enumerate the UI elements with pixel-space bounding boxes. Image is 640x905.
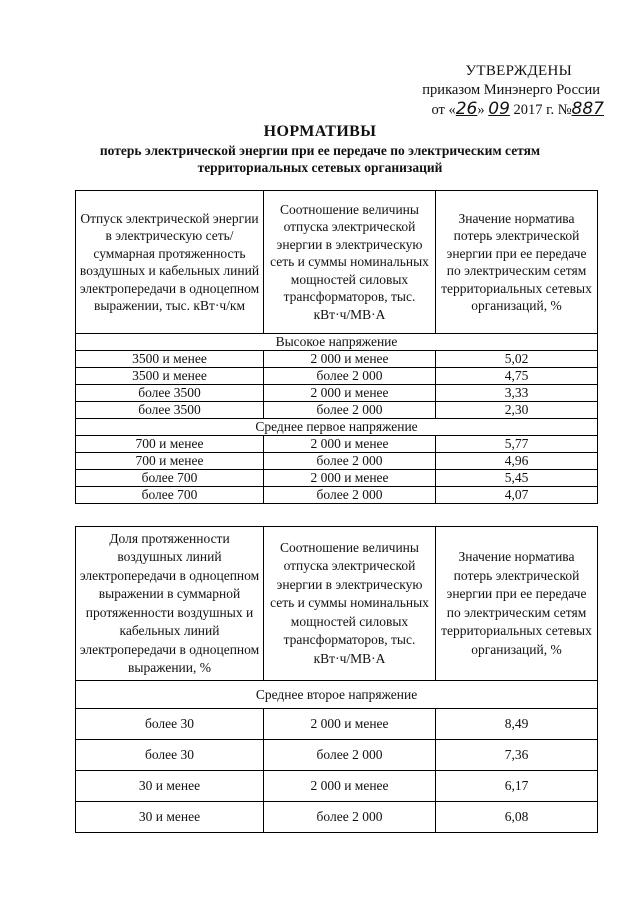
- section-title: Высокое напряжение: [76, 334, 598, 351]
- section-title: Среднее второе напряжение: [76, 681, 598, 709]
- table-header-row: [76, 191, 598, 334]
- section-title: Среднее первое напряжение: [76, 419, 598, 436]
- table-cell: более 2 000: [264, 487, 436, 504]
- table-cell: 4,96: [436, 453, 598, 470]
- document-heading: [0, 122, 640, 176]
- table-cell: 6,08: [436, 802, 598, 833]
- column-header: Значение норматива потерь электрической энергии при ее передаче по электрическим сетям территориальных сетевых организаций, %: [436, 191, 598, 334]
- column-header: Значение норматива потерь электрической энергии при ее передаче по электрическим сетям территориальных сетевых организаций, %: [436, 527, 598, 681]
- table-header-row: [76, 527, 598, 681]
- table-row: [76, 351, 598, 368]
- table-cell: более 3500: [76, 402, 264, 419]
- table-cell: более 30: [76, 740, 264, 771]
- table-cell: 2 000 и менее: [264, 385, 436, 402]
- column-header: Отпуск электрической энергии в электрическую сеть/суммарная протяженность воздушных и кабельных линий электропередачи в одноцепном выражении, тыс. кВт·ч/км: [76, 191, 264, 334]
- section-row: [76, 334, 598, 351]
- table-row: [76, 487, 598, 504]
- table-row: [76, 740, 598, 771]
- table-cell: 5,77: [436, 436, 598, 453]
- table-cell: 2 000 и менее: [264, 470, 436, 487]
- table-cell: 2 000 и менее: [264, 436, 436, 453]
- approval-year: 2017 г. №: [513, 102, 572, 118]
- table-cell: 3500 и менее: [76, 368, 264, 385]
- table-cell: более 2 000: [264, 453, 436, 470]
- table-cell: более 700: [76, 487, 264, 504]
- column-header: Соотношение величины отпуска электрической энергии в электрическую сеть и суммы номинальных мощностей силовых трансформаторов, тыс. кВт·ч/МВ·А: [264, 527, 436, 681]
- table-cell: 3,33: [436, 385, 598, 402]
- table-cell: более 2 000: [264, 740, 436, 771]
- norms-table-2: [75, 526, 598, 833]
- table-cell: более 2 000: [264, 402, 436, 419]
- table-cell: 5,02: [436, 351, 598, 368]
- table-cell: 2 000 и менее: [264, 351, 436, 368]
- table-cell: 3500 и менее: [76, 351, 264, 368]
- column-header: Доля протяженности воздушных линий электропередачи в одноцепном выражении в суммарной протяженности воздушных и кабельных линий электропередачи в одноцепном выражении, %: [76, 527, 264, 681]
- table-row: [76, 709, 598, 740]
- approval-month: 09: [488, 99, 510, 119]
- approval-order: приказом Минэнерго России: [422, 82, 600, 98]
- table-cell: 700 и менее: [76, 436, 264, 453]
- table-row: [76, 402, 598, 419]
- table-cell: 2 000 и менее: [264, 771, 436, 802]
- table-cell: 4,07: [436, 487, 598, 504]
- section-row: [76, 419, 598, 436]
- table-cell: 7,36: [436, 740, 598, 771]
- table-cell: 700 и менее: [76, 453, 264, 470]
- approval-block: [422, 62, 604, 120]
- document-title: НОРМАТИВЫ: [263, 123, 377, 140]
- norms-table-1: [75, 190, 598, 504]
- table-cell: 5,45: [436, 470, 598, 487]
- table-row: [76, 470, 598, 487]
- table-cell: более 30: [76, 709, 264, 740]
- approval-from: от: [431, 102, 445, 118]
- document-subtitle-line1: потерь электрической энергии при ее передаче по электрическим сетям: [99, 143, 541, 158]
- table-cell: 30 и менее: [76, 771, 264, 802]
- table-row: [76, 771, 598, 802]
- table-cell: более 3500: [76, 385, 264, 402]
- table-cell: 2 000 и менее: [264, 709, 436, 740]
- table-cell: 8,49: [436, 709, 598, 740]
- table-cell: 30 и менее: [76, 802, 264, 833]
- table-row: [76, 802, 598, 833]
- approval-date-line: от «26» 09 2017 г. №887: [431, 99, 604, 119]
- document-subtitle-line2: территориальных сетевых организаций: [197, 160, 443, 175]
- table-cell: 2,30: [436, 402, 598, 419]
- column-header: Соотношение величины отпуска электрической энергии в электрическую сеть и суммы номинальных мощностей силовых трансформаторов, тыс. кВт·ч/МВ·А: [264, 191, 436, 334]
- table-row: [76, 385, 598, 402]
- approval-day: 26: [455, 99, 478, 119]
- table-cell: более 2 000: [264, 368, 436, 385]
- table-row: [76, 368, 598, 385]
- table-cell: более 2 000: [264, 802, 436, 833]
- table-cell: 6,17: [436, 771, 598, 802]
- table-cell: более 700: [76, 470, 264, 487]
- approval-title: УТВЕРЖДЕНЫ: [465, 63, 572, 79]
- table-row: [76, 436, 598, 453]
- table-cell: 4,75: [436, 368, 598, 385]
- approval-number: 887: [571, 99, 604, 119]
- table-row: [76, 453, 598, 470]
- section-row: [76, 681, 598, 709]
